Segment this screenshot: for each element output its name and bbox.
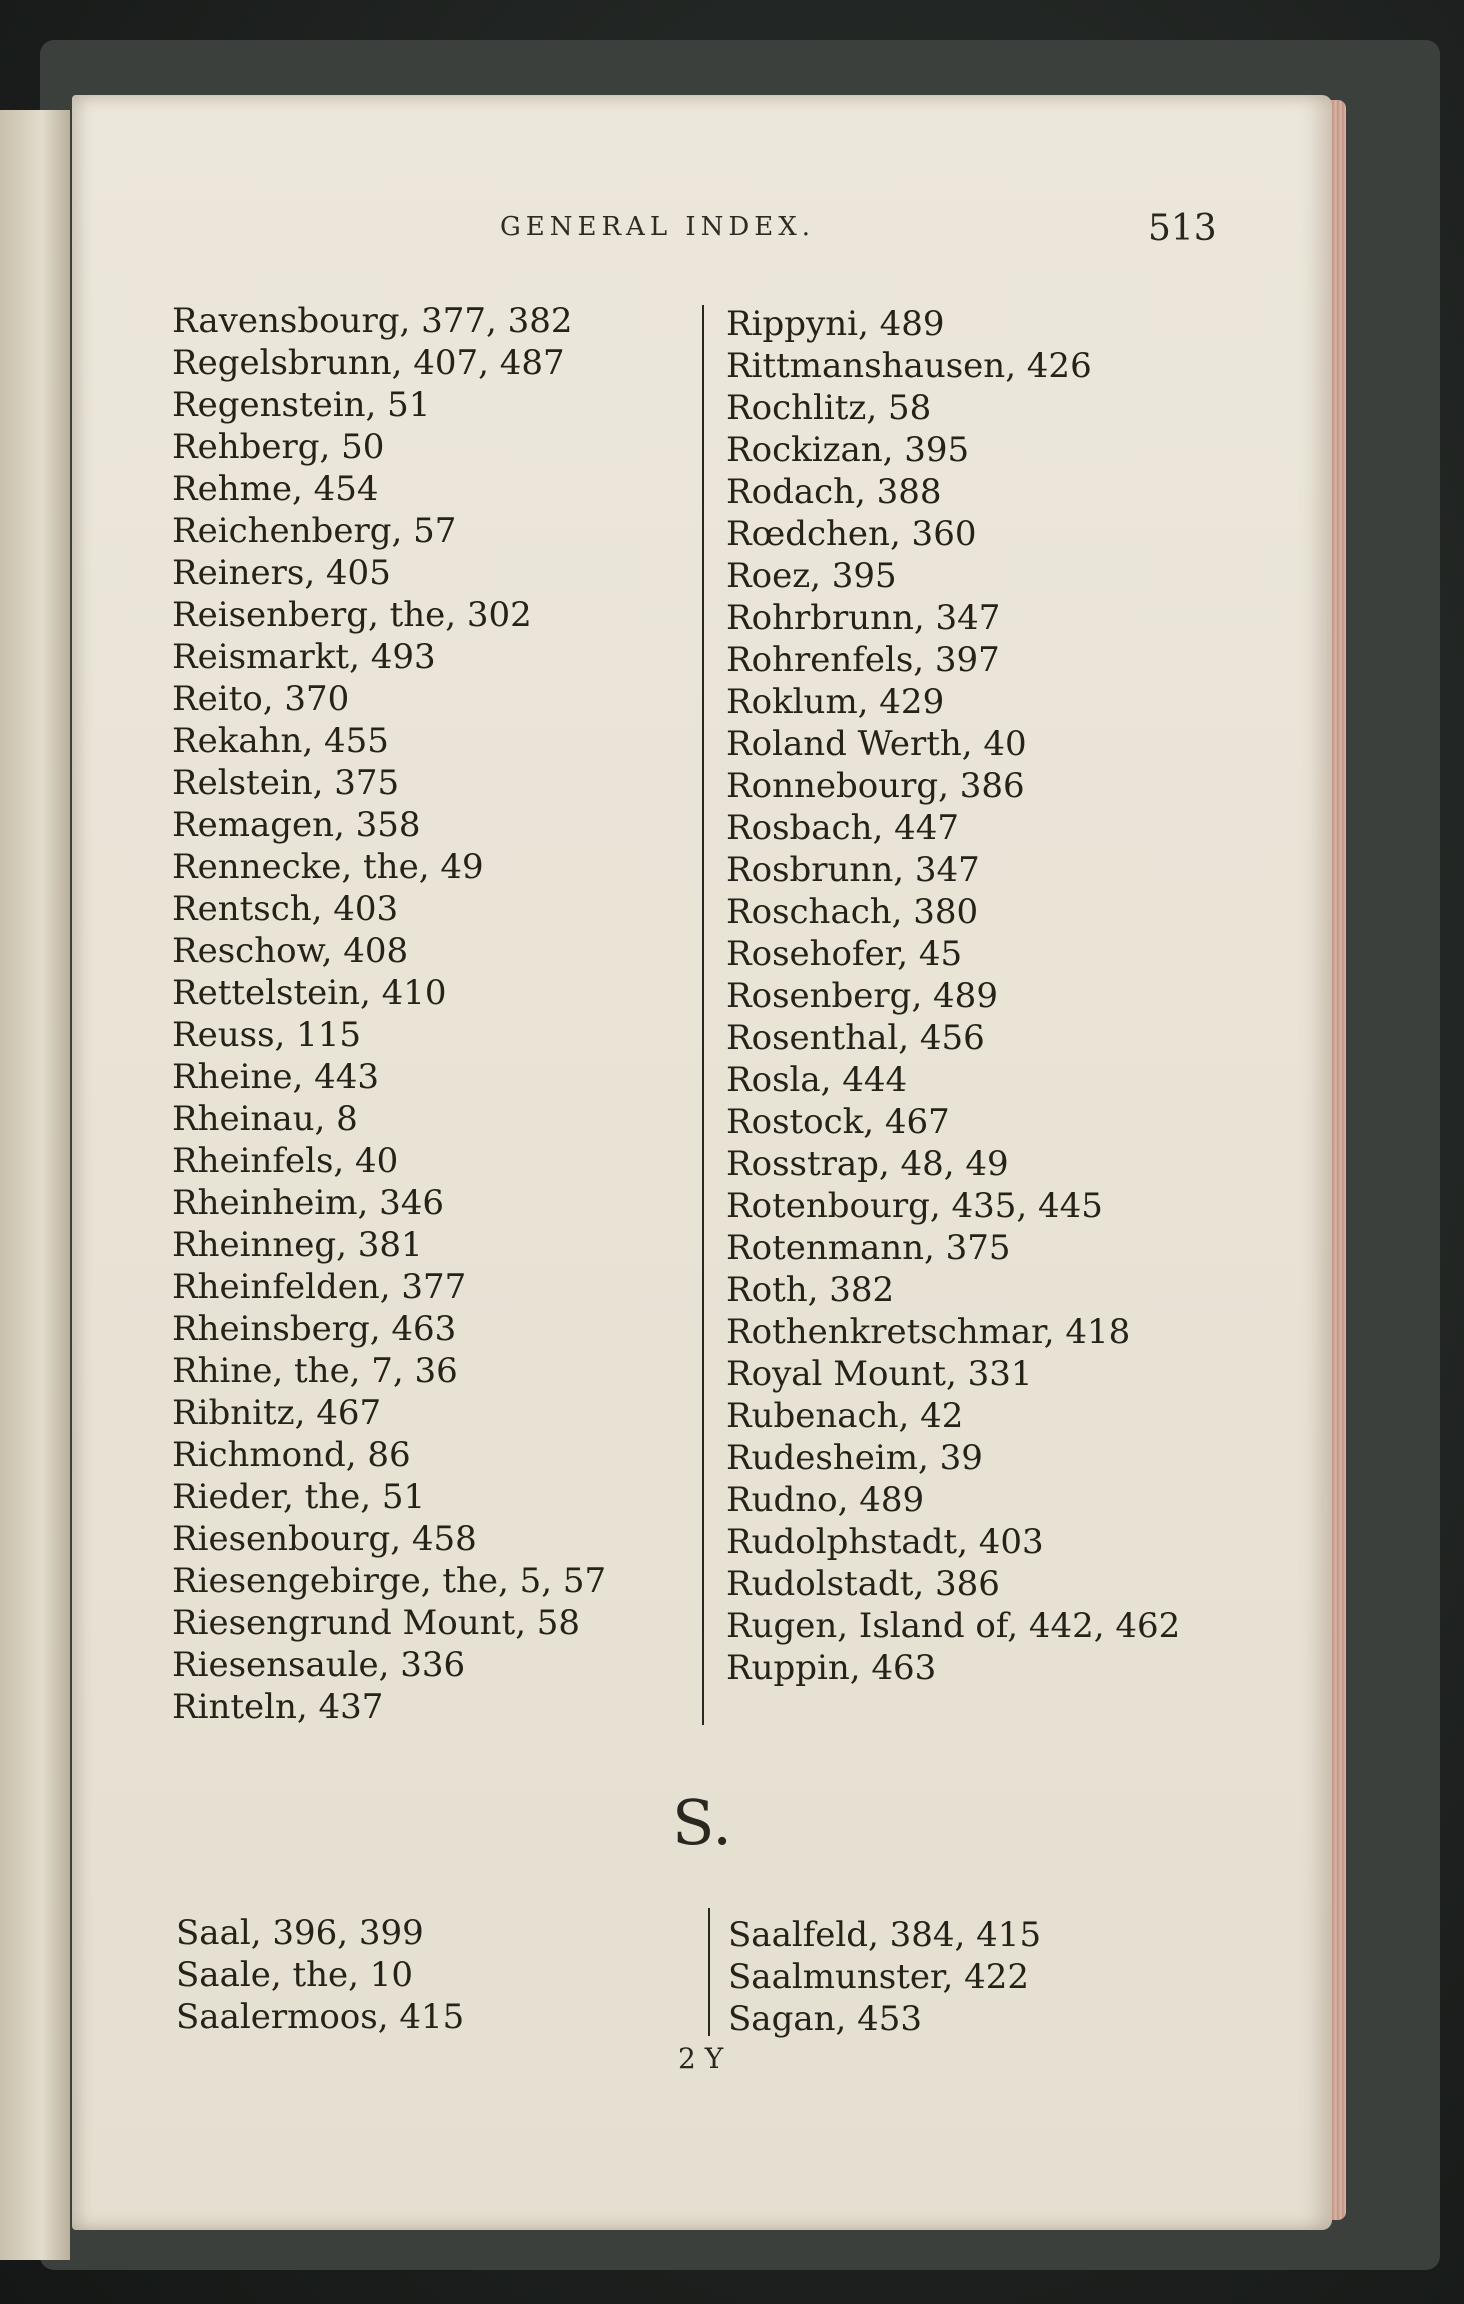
index-entry: Saalfeld, 384, 415 (728, 1915, 1042, 1955)
index-entry: Riesensaule, 336 (172, 1645, 466, 1685)
index-entry: Roschach, 380 (726, 892, 979, 932)
running-head: GENERAL INDEX. (500, 212, 815, 242)
index-entry: Rohrbrunn, 347 (726, 598, 1001, 638)
index-entry: Rheinfelden, 377 (172, 1267, 467, 1307)
index-entry: Rotenmann, 375 (726, 1228, 1011, 1268)
page-number: 513 (1148, 208, 1217, 249)
index-entry: Saalermoos, 415 (176, 1997, 465, 2037)
index-entry: Ravensbourg, 377, 382 (172, 301, 573, 341)
index-entry: Rheinheim, 346 (172, 1183, 445, 1223)
index-entry: Rennecke, the, 49 (172, 847, 484, 887)
index-entry: Saalmunster, 422 (728, 1957, 1030, 1997)
index-entry: Rekahn, 455 (172, 721, 389, 761)
index-entry: Reito, 370 (172, 679, 350, 719)
index-entry: Rinteln, 437 (172, 1687, 384, 1727)
index-entry: Rugen, Island of, 442, 462 (726, 1606, 1181, 1646)
index-entry: Rettelstein, 410 (172, 973, 447, 1013)
index-entry: Rieder, the, 51 (172, 1477, 426, 1517)
index-entry: Rodach, 388 (726, 472, 942, 512)
index-entry: Rochlitz, 58 (726, 388, 932, 428)
index-entry: Saal, 396, 399 (176, 1913, 424, 1953)
index-entry: Ruppin, 463 (726, 1648, 937, 1688)
index-entry: Rheinneg, 381 (172, 1225, 423, 1265)
index-entry: Roth, 382 (726, 1270, 895, 1310)
index-entry: Rudno, 489 (726, 1480, 925, 1520)
index-entry: Rheinau, 8 (172, 1099, 358, 1139)
index-entry: Royal Mount, 331 (726, 1354, 1033, 1394)
index-entry: Saale, the, 10 (176, 1955, 414, 1995)
index-entry: Rosla, 444 (726, 1060, 908, 1100)
previous-page-edge (0, 110, 70, 2260)
index-entry: Reisenberg, the, 302 (172, 595, 532, 635)
index-entry: Rheinsberg, 463 (172, 1309, 457, 1349)
index-entry: Regelsbrunn, 407, 487 (172, 343, 565, 383)
index-entry: Rostock, 467 (726, 1102, 950, 1142)
index-entry: Rosehofer, 45 (726, 934, 963, 974)
index-entry: Rippyni, 489 (726, 304, 945, 344)
s-column-right (728, 1914, 1041, 2040)
s-column-left (176, 1912, 464, 2038)
index-entry: Rudolphstadt, 403 (726, 1522, 1044, 1562)
page-header (0, 208, 1464, 248)
index-entry: Rothenkretschmar, 418 (726, 1312, 1131, 1352)
index-entry: Rheinfels, 40 (172, 1141, 399, 1181)
index-entry: Richmond, 86 (172, 1435, 411, 1475)
index-entry: Ribnitz, 467 (172, 1393, 382, 1433)
index-entry: Rosbach, 447 (726, 808, 960, 848)
index-entry: Roez, 395 (726, 556, 897, 596)
index-entry: Reismarkt, 493 (172, 637, 436, 677)
index-entry: Riesengrund Mount, 58 (172, 1603, 581, 1643)
index-entry: Remagen, 358 (172, 805, 421, 845)
index-entry: Roland Werth, 40 (726, 724, 1027, 764)
index-entry: Sagan, 453 (728, 1999, 923, 2039)
index-entry: Relstein, 375 (172, 763, 400, 803)
section-letter-s: S. (672, 1786, 732, 1859)
index-entry: Rittmanshausen, 426 (726, 346, 1092, 386)
index-entry: Rehberg, 50 (172, 427, 385, 467)
index-entry: Rohrenfels, 397 (726, 640, 1000, 680)
index-entry: Riesenbourg, 458 (172, 1519, 477, 1559)
index-entry: Reiners, 405 (172, 553, 391, 593)
index-entry: Rubenach, 42 (726, 1396, 964, 1436)
index-entry: Reschow, 408 (172, 931, 409, 971)
index-entry: Rockizan, 395 (726, 430, 970, 470)
s-column-divider (708, 1908, 710, 2036)
index-entry: Regenstein, 51 (172, 385, 431, 425)
index-entry: Rosenthal, 456 (726, 1018, 985, 1058)
index-entry: Rudesheim, 39 (726, 1438, 983, 1478)
index-entry: Rhine, the, 7, 36 (172, 1351, 458, 1391)
index-entry: Ronnebourg, 386 (726, 766, 1025, 806)
index-entry: Rehme, 454 (172, 469, 379, 509)
index-entry: Rentsch, 403 (172, 889, 399, 929)
index-entry: Rheine, 443 (172, 1057, 380, 1097)
index-column-left (172, 300, 606, 1728)
index-column-right (726, 303, 1180, 1689)
index-entry: Reichenberg, 57 (172, 511, 457, 551)
index-entry: Rudolstadt, 386 (726, 1564, 1000, 1604)
index-entry: Rosenberg, 489 (726, 976, 998, 1016)
index-entry: Rœdchen, 360 (726, 514, 977, 554)
index-entry: Reuss, 115 (172, 1015, 362, 1055)
index-entry: Rosbrunn, 347 (726, 850, 980, 890)
index-entry: Rotenbourg, 435, 445 (726, 1186, 1103, 1226)
index-entry: Rosstrap, 48, 49 (726, 1144, 1009, 1184)
index-entry: Riesengebirge, the, 5, 57 (172, 1561, 607, 1601)
index-entry: Roklum, 429 (726, 682, 945, 722)
column-divider (702, 305, 704, 1725)
signature-mark: 2 Y (678, 2042, 724, 2075)
